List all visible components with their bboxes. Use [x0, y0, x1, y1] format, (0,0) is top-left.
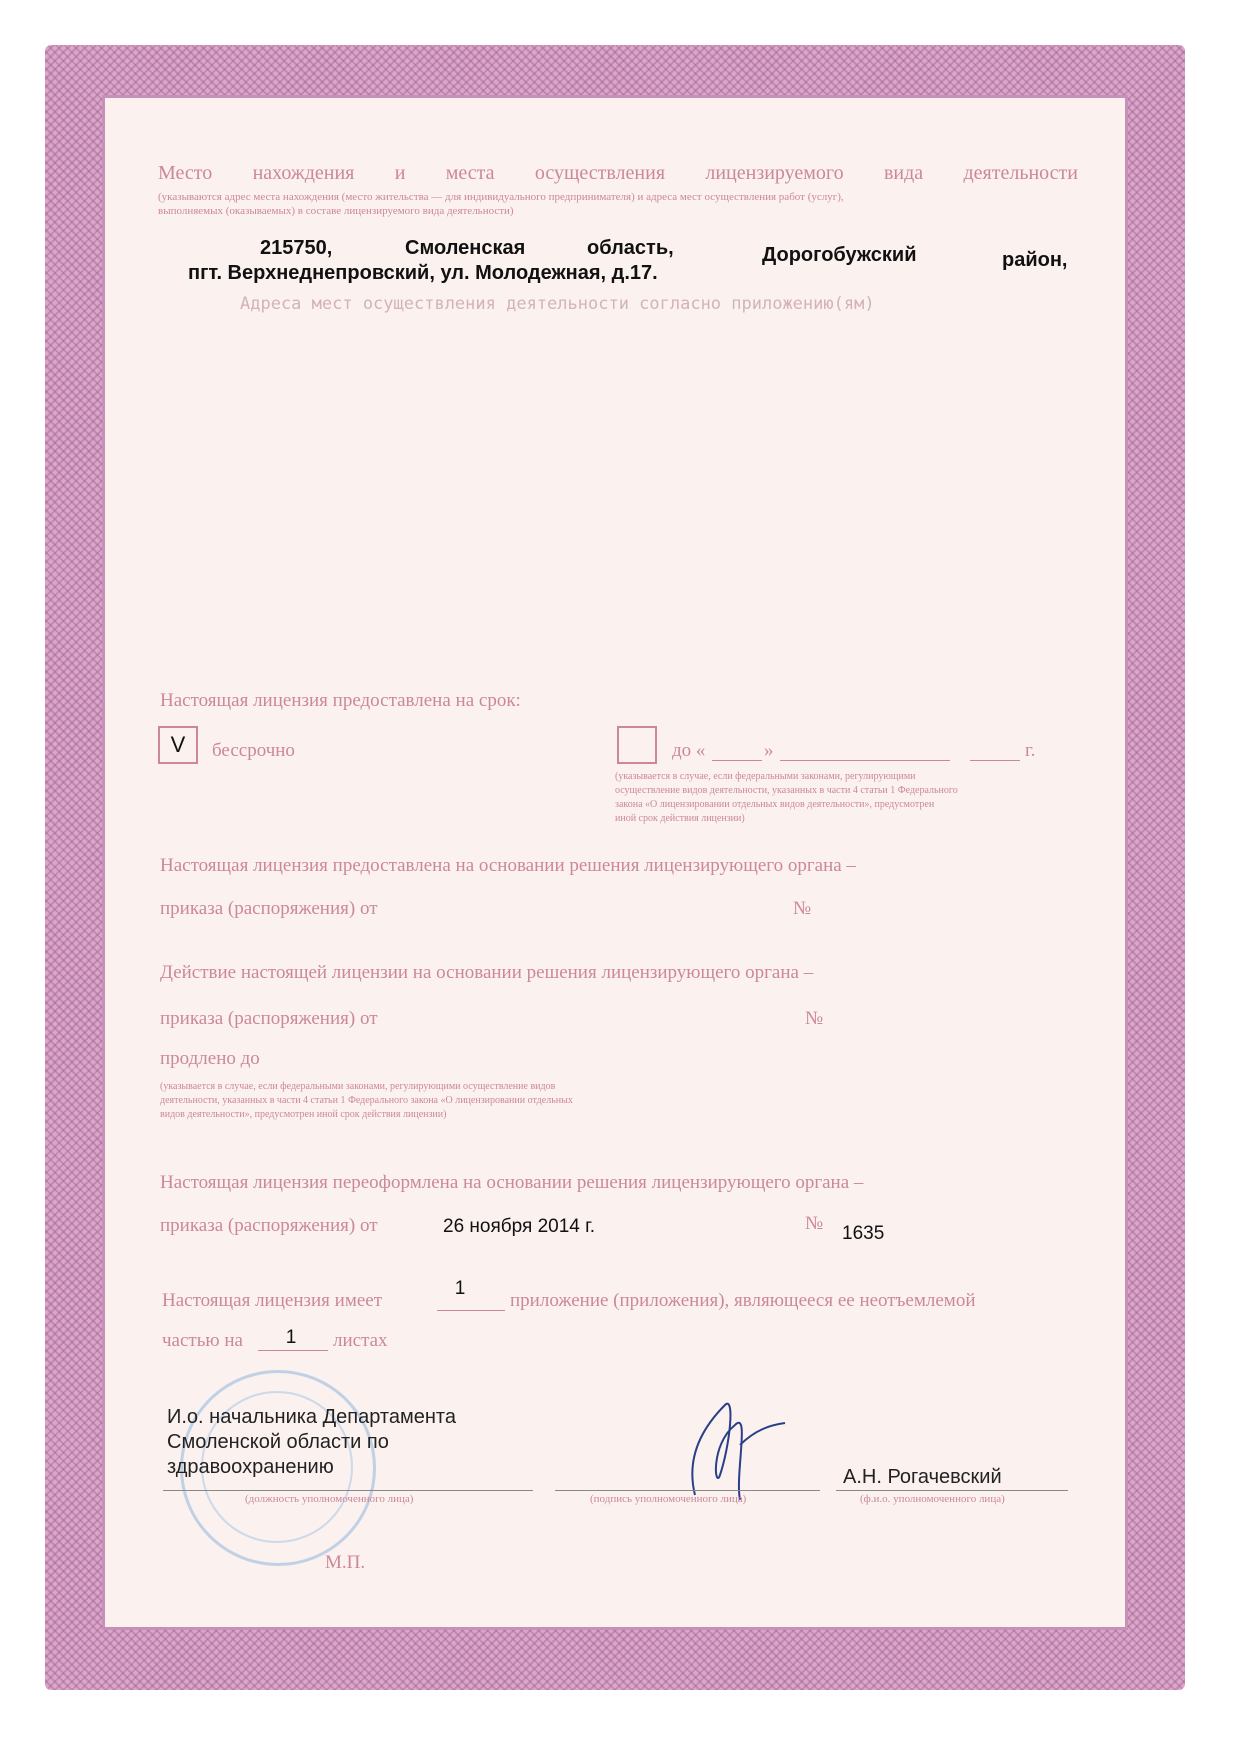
until-year-line: [970, 760, 1020, 761]
term-note-4: иной срок действия лицензии): [615, 813, 745, 824]
extension-line-3: продлено до: [160, 1048, 260, 1069]
appendix-line-1-start: Настоящая лицензия имеет: [162, 1290, 383, 1311]
address-district: Дорогобужский: [762, 244, 917, 266]
extension-line-1: Действие настоящей лицензии на основании решения лицензирующего органа –: [160, 962, 814, 983]
extension-note-2: деятельности, указанных в части 4 статьи 1 Федерального закона «О лицензировании отдельных: [160, 1095, 573, 1106]
addresses-note: Адреса мест осуществления деятельности согласно приложению(ям): [240, 294, 875, 314]
term-heading: Настоящая лицензия предоставлена на срок:: [160, 690, 521, 711]
extension-line-2: приказа (распоряжения) от: [160, 1008, 378, 1029]
reissue-line-1: Настоящая лицензия переоформлена на основании решения лицензирующего органа –: [160, 1172, 864, 1193]
reissue-number-sign: №: [805, 1213, 824, 1234]
until-quote: »: [764, 740, 774, 761]
position-line-3: здравоохранению: [167, 1456, 334, 1478]
until-day-line: [712, 760, 762, 761]
official-name: А.Н. Рогачевский: [843, 1466, 1002, 1488]
term-note-3: закона «О лицензировании отдельных видов деятельности», предусмотрен: [615, 799, 935, 810]
extension-note-3: видов деятельности», предусмотрен иной срок действия лицензии): [160, 1109, 447, 1120]
appendix-line-2-start: частью на: [162, 1330, 243, 1351]
extension-note-1: (указывается в случае, если федеральными законами, регулирующими осуществление видов: [160, 1081, 556, 1092]
position-caption: (должность уполномоченного лица): [245, 1493, 414, 1505]
appendix-line-2-end: листах: [333, 1330, 388, 1351]
reissue-line-2: приказа (распоряжения) от: [160, 1215, 378, 1236]
indefinite-label: бессрочно: [212, 740, 295, 761]
signature-line: [555, 1490, 820, 1491]
location-note-1: (указываются адрес места нахождения (место жительства — для индивидуального предпринимателя) и адреса мест осуществления работ (услуг),: [158, 191, 844, 203]
address-rayon: район,: [1002, 249, 1068, 271]
address-index: 215750,: [260, 237, 333, 259]
reissue-date: 26 ноября 2014 г.: [443, 1216, 595, 1237]
position-line: [163, 1490, 533, 1491]
address-line-2: пгт. Верхнеднепровский, ул. Молодежная, д.17.: [188, 262, 658, 284]
reissue-number: 1635: [842, 1223, 885, 1244]
seal-label: М.П.: [325, 1552, 366, 1573]
indefinite-checkbox[interactable]: V: [158, 726, 198, 764]
extension-number-sign: №: [805, 1008, 824, 1029]
appendix-count-line: [437, 1310, 505, 1311]
appendix-sheets-line: [258, 1350, 328, 1351]
until-year: г.: [1025, 740, 1036, 761]
address-oblast: область,: [587, 237, 674, 259]
name-line: [836, 1490, 1068, 1491]
location-heading: Место нахождения и места осуществления лицензируемого вида деятельности: [158, 162, 1078, 184]
position-line-1: И.о. начальника Департамента: [167, 1406, 456, 1428]
basis-line-1: Настоящая лицензия предоставлена на основании решения лицензирующего органа –: [160, 855, 856, 876]
until-label: до «: [672, 740, 706, 761]
appendix-sheets: 1: [285, 1327, 297, 1348]
position-line-2: Смоленской области по: [167, 1431, 389, 1453]
appendix-line-1-end: приложение (приложения), являющееся ее неотъемлемой: [510, 1290, 976, 1311]
name-caption: (ф.и.о. уполномоченного лица): [860, 1493, 1005, 1505]
until-month-line: [780, 760, 950, 761]
until-checkbox[interactable]: [617, 726, 657, 764]
address-region: Смоленская: [405, 237, 526, 259]
basis-line-2: приказа (распоряжения) от: [160, 898, 378, 919]
term-note-1: (указывается в случае, если федеральными законами, регулирующими: [615, 771, 916, 782]
signature-caption: (подпись уполномоченного лица): [590, 1493, 747, 1505]
term-note-2: осуществление видов деятельности, указанных в части 4 статьи 1 Федерального: [615, 785, 958, 796]
appendix-count: 1: [454, 1278, 466, 1299]
basis-number-sign: №: [793, 898, 812, 919]
location-note-2: выполняемых (оказываемых) в составе лицензируемого вида деятельности): [158, 205, 514, 217]
